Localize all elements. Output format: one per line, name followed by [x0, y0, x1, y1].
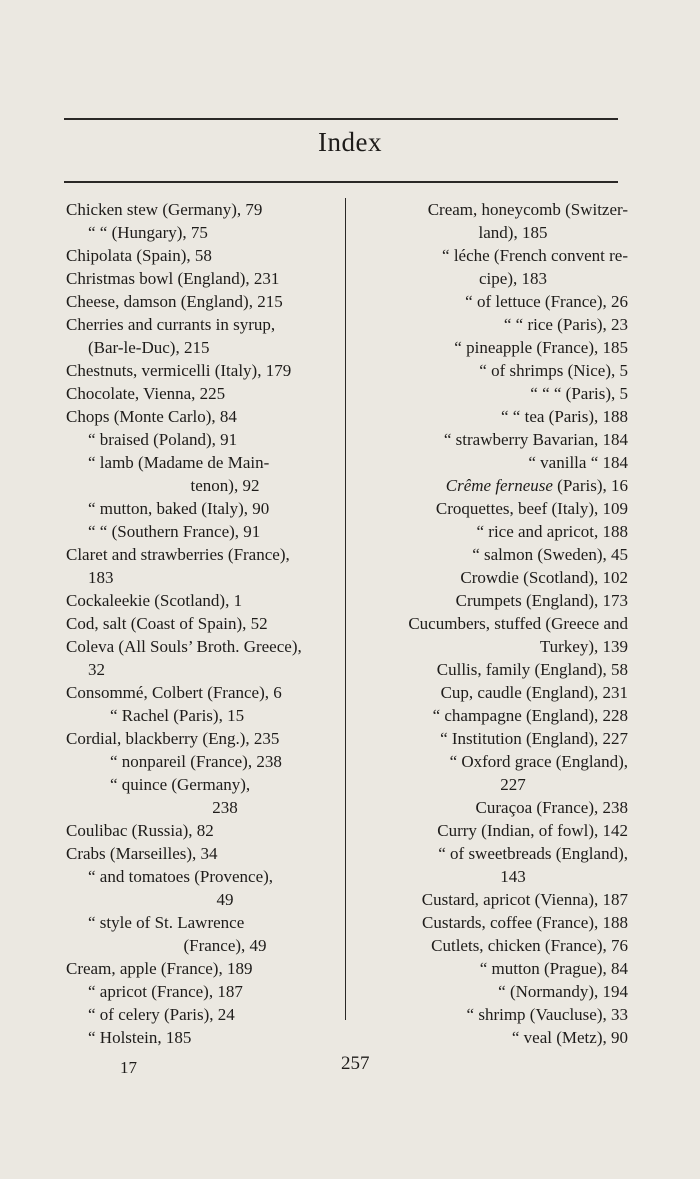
title-rule [64, 181, 618, 183]
index-entry: “ léche (French convent re- [442, 246, 628, 265]
index-entry: “ Rachel (Paris), 15 [110, 706, 245, 725]
index-entry: “ of lettuce (France), 26 [465, 292, 628, 311]
index-entry: “ nonpareil (France), 238 [110, 752, 282, 771]
index-entry: “ style of St. Lawrence [88, 913, 245, 932]
index-entry: “ veal (Metz), 90 [511, 1028, 628, 1047]
index-entry: “ mutton, baked (Italy), 90 [88, 499, 270, 518]
index-entry: “ Holstein, 185 [88, 1028, 192, 1047]
index-entry: 227 [500, 775, 526, 794]
index-entry: Crowdie (Scotland), 102 [460, 568, 628, 587]
index-entry: “ “ (Southern France), 91 [88, 522, 261, 541]
index-entry: “ Institution (England), 227 [440, 729, 628, 748]
index-entry: “ “ rice (Paris), 23 [503, 315, 628, 334]
page-number: 257 [341, 1053, 370, 1074]
index-entry: Curry (Indian, of fowl), 142 [437, 821, 628, 840]
index-entry: Cordial, blackberry (Eng.), 235 [66, 729, 280, 748]
index-entry: Cockaleekie (Scotland), 1 [66, 591, 243, 610]
index-entry: Chicken stew (Germany), 79 [66, 200, 263, 219]
index-entry: (Bar-le-Duc), 215 [88, 338, 210, 357]
index-entry: Coleva (All Souls’ Broth. Greece), [66, 637, 302, 656]
index-entry: Claret and strawberries (France), [66, 545, 290, 564]
index-entry: 49 [216, 890, 234, 909]
index-entry: “ of sweetbreads (England), [438, 844, 628, 863]
index-entry: “ (Normandy), 194 [498, 982, 628, 1001]
top-rule [64, 118, 618, 120]
page-title: Index [318, 127, 382, 157]
index-entry: Coulibac (Russia), 82 [66, 821, 214, 840]
index-entry: Cream, apple (France), 189 [66, 959, 253, 978]
index-entry: “ braised (Poland), 91 [88, 430, 238, 449]
index-entry: “ and tomatoes (Provence), [88, 867, 274, 886]
index-entry: Cup, caudle (England), 231 [440, 683, 628, 702]
index-entry: “ apricot (France), 187 [88, 982, 243, 1001]
index-entry: Cullis, family (England), 58 [436, 660, 628, 679]
index-entry: Crumpets (England), 173 [455, 591, 628, 610]
index-entry: “ of celery (Paris), 24 [88, 1005, 235, 1024]
index-entry: Curaçoa (France), 238 [475, 798, 628, 817]
index-entry: Consommé, Colbert (France), 6 [66, 683, 282, 702]
index-entry: 238 [212, 798, 238, 817]
index-entry: (France), 49 [183, 936, 267, 955]
column-divider [345, 198, 346, 1020]
index-entry: “ shrimp (Vaucluse), 33 [466, 1005, 628, 1024]
index-entry: Custard, apricot (Vienna), 187 [421, 890, 628, 909]
index-entry: “ of shrimps (Nice), 5 [479, 361, 628, 380]
index-entry: 143 [500, 867, 526, 886]
index-entry: “ Oxford grace (England), [449, 752, 628, 771]
index-column-right [358, 198, 632, 1049]
index-entry: Cream, honeycomb (Switzer- [427, 200, 628, 219]
index-entry: “ “ tea (Paris), 188 [501, 407, 628, 426]
signature-mark: 17 [120, 1058, 137, 1077]
index-column-left [66, 198, 344, 1049]
index-entry: land), 185 [478, 223, 548, 242]
index-entry: Cherries and currants in syrup, [66, 315, 276, 334]
index-entry: “ pineapple (France), 185 [454, 338, 628, 357]
index-entry: Chocolate, Vienna, 225 [66, 384, 226, 403]
index-entry: “ lamb (Madame de Main- [88, 453, 270, 472]
index-entry: Croquettes, beef (Italy), 109 [435, 499, 628, 518]
index-entry: “ quince (Germany), [110, 775, 251, 794]
index-entry: “ “ (Hungary), 75 [88, 223, 208, 242]
index-entry: “ champagne (England), 228 [432, 706, 628, 725]
index-entry: cipe), 183 [479, 269, 547, 288]
index-entry: Cutlets, chicken (France), 76 [431, 936, 628, 955]
index-entry: “ strawberry Bavarian, 184 [443, 430, 628, 449]
index-entry: Crabs (Marseilles), 34 [66, 844, 218, 863]
index-entry: Chestnuts, vermicelli (Italy), 179 [66, 361, 292, 380]
index-entry: Cucumbers, stuffed (Greece and [408, 614, 628, 633]
index-entry: “ mutton (Prague), 84 [479, 959, 628, 978]
index-entry: “ “ “ (Paris), 5 [530, 384, 628, 403]
index-entry: tenon), 92 [190, 476, 260, 495]
index-entry: Christmas bowl (England), 231 [66, 269, 280, 288]
index-entry: “ rice and apricot, 188 [476, 522, 628, 541]
index-entry: Custards, coffee (France), 188 [422, 913, 628, 932]
index-entry: 32 [88, 660, 105, 679]
index-entry: Turkey), 139 [539, 637, 628, 656]
index-entry: Chops (Monte Carlo), 84 [66, 407, 237, 426]
index-entry: “ vanilla “ 184 [528, 453, 628, 472]
index-entry: Crême ferneuse (Paris), 16 [445, 476, 628, 495]
index-entry: 183 [88, 568, 114, 587]
index-entry: Cheese, damson (England), 215 [66, 292, 283, 311]
index-entry: “ salmon (Sweden), 45 [472, 545, 628, 564]
index-entry: Cod, salt (Coast of Spain), 52 [66, 614, 268, 633]
index-entry: Chipolata (Spain), 58 [66, 246, 212, 265]
